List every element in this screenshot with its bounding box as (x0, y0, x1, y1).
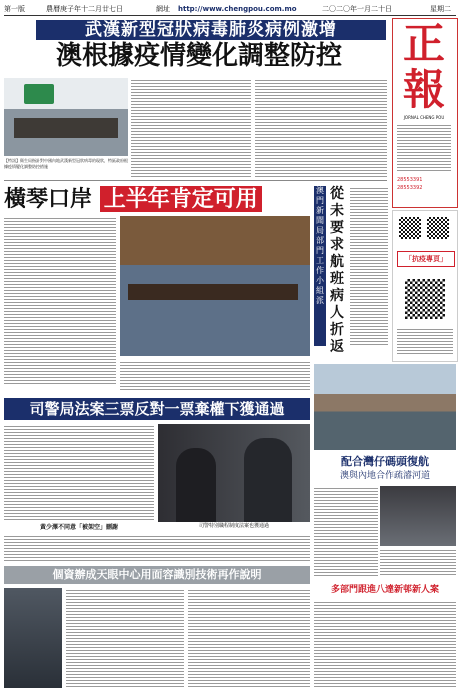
meeting-table (128, 284, 298, 300)
gregorian-date: 二〇二〇年一月二十日 (322, 5, 392, 13)
cooperation-headline: 配合灣仔碼頭復航 (341, 455, 429, 468)
sidebar-label: 澳門新聞局部門工作小組派 (314, 186, 326, 346)
sidebar-headline: 從未要求航班病人折返 (330, 186, 344, 355)
lead-kicker: 武漢新型冠狀病毒肺炎病例激增 (36, 20, 386, 40)
masthead-english: JORNAL CHENG POU (403, 115, 445, 120)
court-subhead: 黃少澤不同意「被架空」刪謝 (39, 524, 118, 531)
ad-text (397, 327, 453, 355)
officials-photo (158, 424, 310, 522)
official-right (244, 438, 292, 522)
masthead (392, 18, 458, 208)
lunar-date: 農曆庚子年十二月廿七日 (46, 5, 123, 13)
court-story-col2 (4, 534, 310, 562)
hengqin-headline-black: 橫琴口岸 (4, 186, 93, 212)
police-story (314, 600, 456, 688)
page-number: 第一版 (4, 5, 25, 13)
qr-code-icon[interactable] (427, 217, 449, 239)
site-url[interactable]: http://www.chengpou.com.mo (178, 5, 297, 13)
lead-photo-caption: 【特訊】衛生局指針對中國內地武漢新型冠狀病毒的現狀，特區政府根據疫情變化調整防控措施 (4, 158, 128, 169)
cooperation-story (314, 486, 378, 576)
qr-code-icon[interactable] (405, 279, 445, 319)
ad-column (392, 210, 458, 362)
lead-story-col2 (255, 78, 387, 178)
lead-story-col1 (131, 78, 251, 178)
hengqin-story-col1 (4, 216, 116, 386)
tax-story-col1 (66, 588, 184, 688)
police-headline: 多部門跟進八達新邨新人案 (330, 585, 439, 595)
page-header-bar (4, 3, 456, 16)
ad-label: 「抗疫專頁」 (397, 251, 455, 267)
lead-headline: 澳根據疫情變化調整防控 (55, 41, 342, 71)
qr-code-icon[interactable] (399, 217, 421, 239)
tax-headline: 個資辦成天眼中心用面容識別技術再作說明 (4, 566, 310, 584)
masthead-fax: 28553392 (397, 185, 423, 191)
hengqin-headline (4, 184, 304, 214)
site-label: 網址 (156, 5, 170, 13)
hengqin-headline-red: 上半年肯定可用 (100, 186, 262, 212)
cooperation-subhead: 澳與內地合作疏濬河道 (339, 471, 430, 481)
court-headline: 司警局法案三票反對一票棄權下獲通過 (4, 398, 310, 420)
speaker-table (14, 118, 118, 138)
court-story-col1 (4, 424, 154, 522)
harbour-photo (314, 364, 456, 450)
press-conference-photo (4, 78, 128, 156)
divider (4, 180, 387, 181)
court-photo-caption: 司警特別職程制度法案也獲通過 (198, 523, 269, 529)
official-left (176, 448, 216, 522)
tax-story-col2 (188, 588, 310, 688)
health-bureau-logo (24, 84, 54, 104)
cooperation-caption (380, 548, 456, 576)
interview-photo (380, 486, 456, 546)
masthead-title: 正報 (402, 19, 445, 114)
masthead-info (397, 123, 451, 173)
hengqin-meeting-photo (120, 216, 310, 356)
sidebar-story-body (350, 186, 388, 346)
masthead-phone: 28553391 (397, 177, 423, 183)
bus-photo (4, 588, 62, 688)
hengqin-story-col2 (120, 360, 310, 390)
weekday: 星期二 (430, 5, 451, 13)
